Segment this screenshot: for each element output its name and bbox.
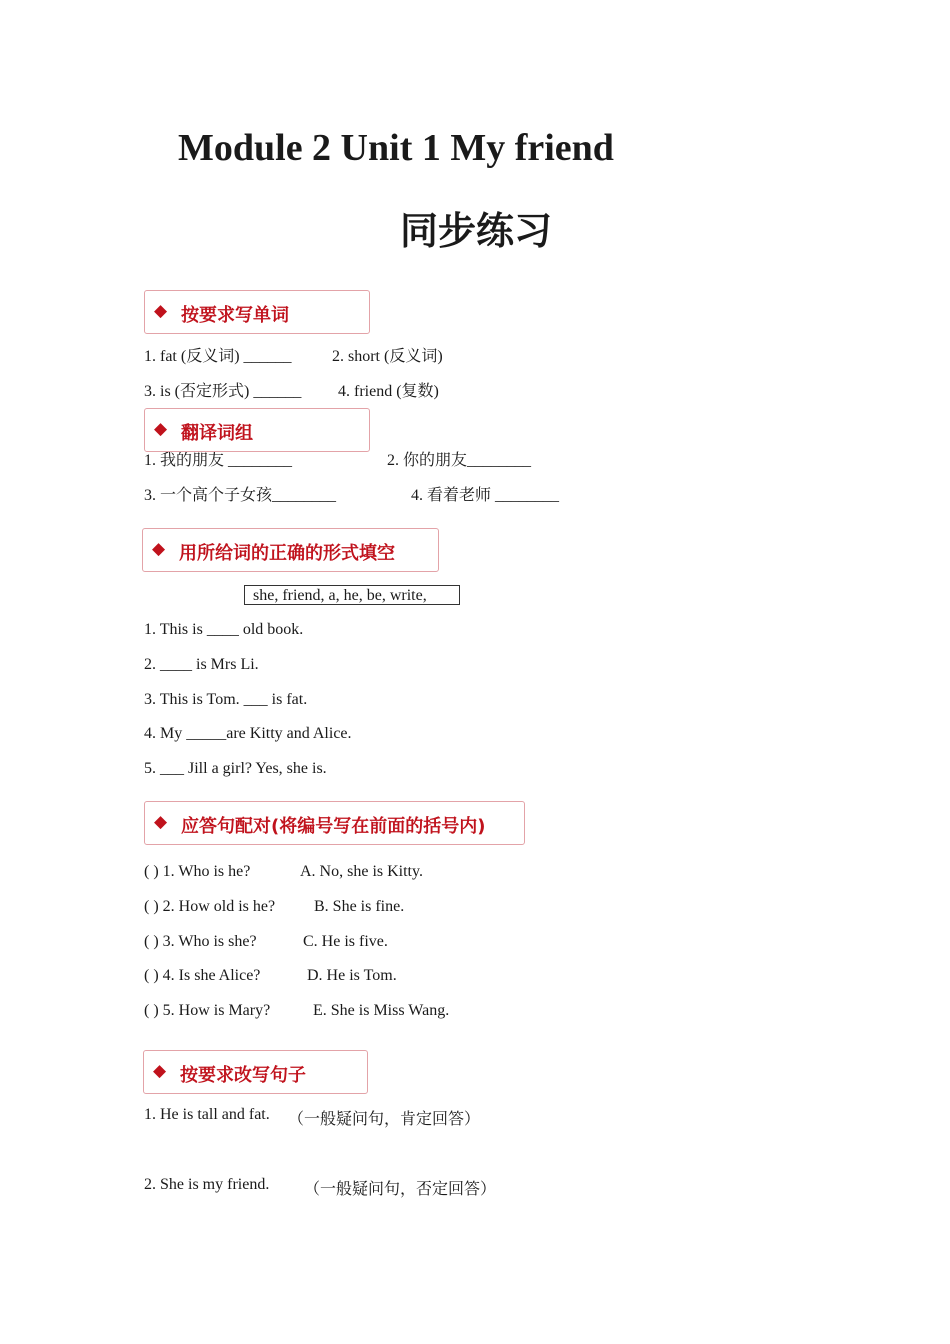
section-header-rewrite-sentences: [143, 1050, 368, 1094]
match-answer: C. He is five.: [303, 933, 388, 950]
fill-item: 3. This is Tom. ___ is fat.: [144, 691, 308, 708]
rewrite-instruction: （一般疑问句，肯定回答）: [288, 1111, 481, 1128]
match-answer: B. She is fine.: [314, 898, 405, 915]
section-label: 应答句配对(将编号写在前面的括号内): [181, 816, 486, 837]
match-answer: D. He is Tom.: [307, 967, 397, 984]
match-question: ( ) 5. How is Mary?: [144, 1002, 271, 1019]
match-question: ( ) 1. Who is he?: [144, 863, 251, 880]
question-line: 4. friend (复数): [338, 383, 439, 400]
match-answer: A. No, she is Kitty.: [300, 863, 423, 880]
section-label: 按要求改写句子: [180, 1065, 306, 1086]
diamond-icon: ◆: [154, 812, 168, 832]
section-header-translate-phrases: [144, 408, 370, 452]
match-answer: E. She is Miss Wang.: [313, 1002, 450, 1019]
section-label: 按要求写单词: [181, 305, 289, 326]
question-line: 4. 看着老师 ________: [411, 487, 560, 504]
match-question: ( ) 2. How old is he?: [144, 898, 276, 915]
question-line: 3. is (否定形式) ______: [144, 383, 302, 400]
section-label: 用所给词的正确的形式填空: [179, 543, 395, 564]
match-question: ( ) 4. Is she Alice?: [144, 967, 261, 984]
fill-item: 5. ___ Jill a girl? Yes, she is.: [144, 760, 327, 777]
fill-item: 2. ____ is Mrs Li.: [144, 656, 259, 673]
diamond-icon: ◆: [153, 1061, 167, 1081]
fill-item: 1. This is ____ old book.: [144, 621, 304, 638]
fill-item: 4. My _____are Kitty and Alice.: [144, 725, 352, 742]
match-question: ( ) 3. Who is she?: [144, 933, 257, 950]
page-title: Module 2 Unit 1 My friend: [178, 127, 614, 169]
section-header-match-answers: [144, 801, 525, 845]
diamond-icon: ◆: [154, 301, 168, 321]
question-line: 2. short (反义词): [332, 348, 443, 365]
section-header-fill-blanks: [142, 528, 439, 572]
question-line: 3. 一个高个子女孩________: [144, 487, 337, 504]
question-line: 2. 你的朋友________: [387, 452, 532, 469]
rewrite-instruction: （一般疑问句，否定回答）: [304, 1181, 497, 1198]
question-line: 1. 我的朋友 ________: [144, 452, 293, 469]
section-header-write-words: [144, 290, 370, 334]
question-line: 1. fat (反义词) ______: [144, 348, 292, 365]
diamond-icon: ◆: [154, 419, 168, 439]
rewrite-question: 1. He is tall and fat.: [144, 1106, 270, 1123]
section-label: 翻译词组: [181, 423, 253, 444]
diamond-icon: ◆: [152, 539, 166, 559]
rewrite-question: 2. She is my friend.: [144, 1176, 270, 1193]
page-subtitle: 同步练习: [400, 208, 553, 253]
word-bank: she, friend, a, he, be, write,: [244, 585, 460, 605]
